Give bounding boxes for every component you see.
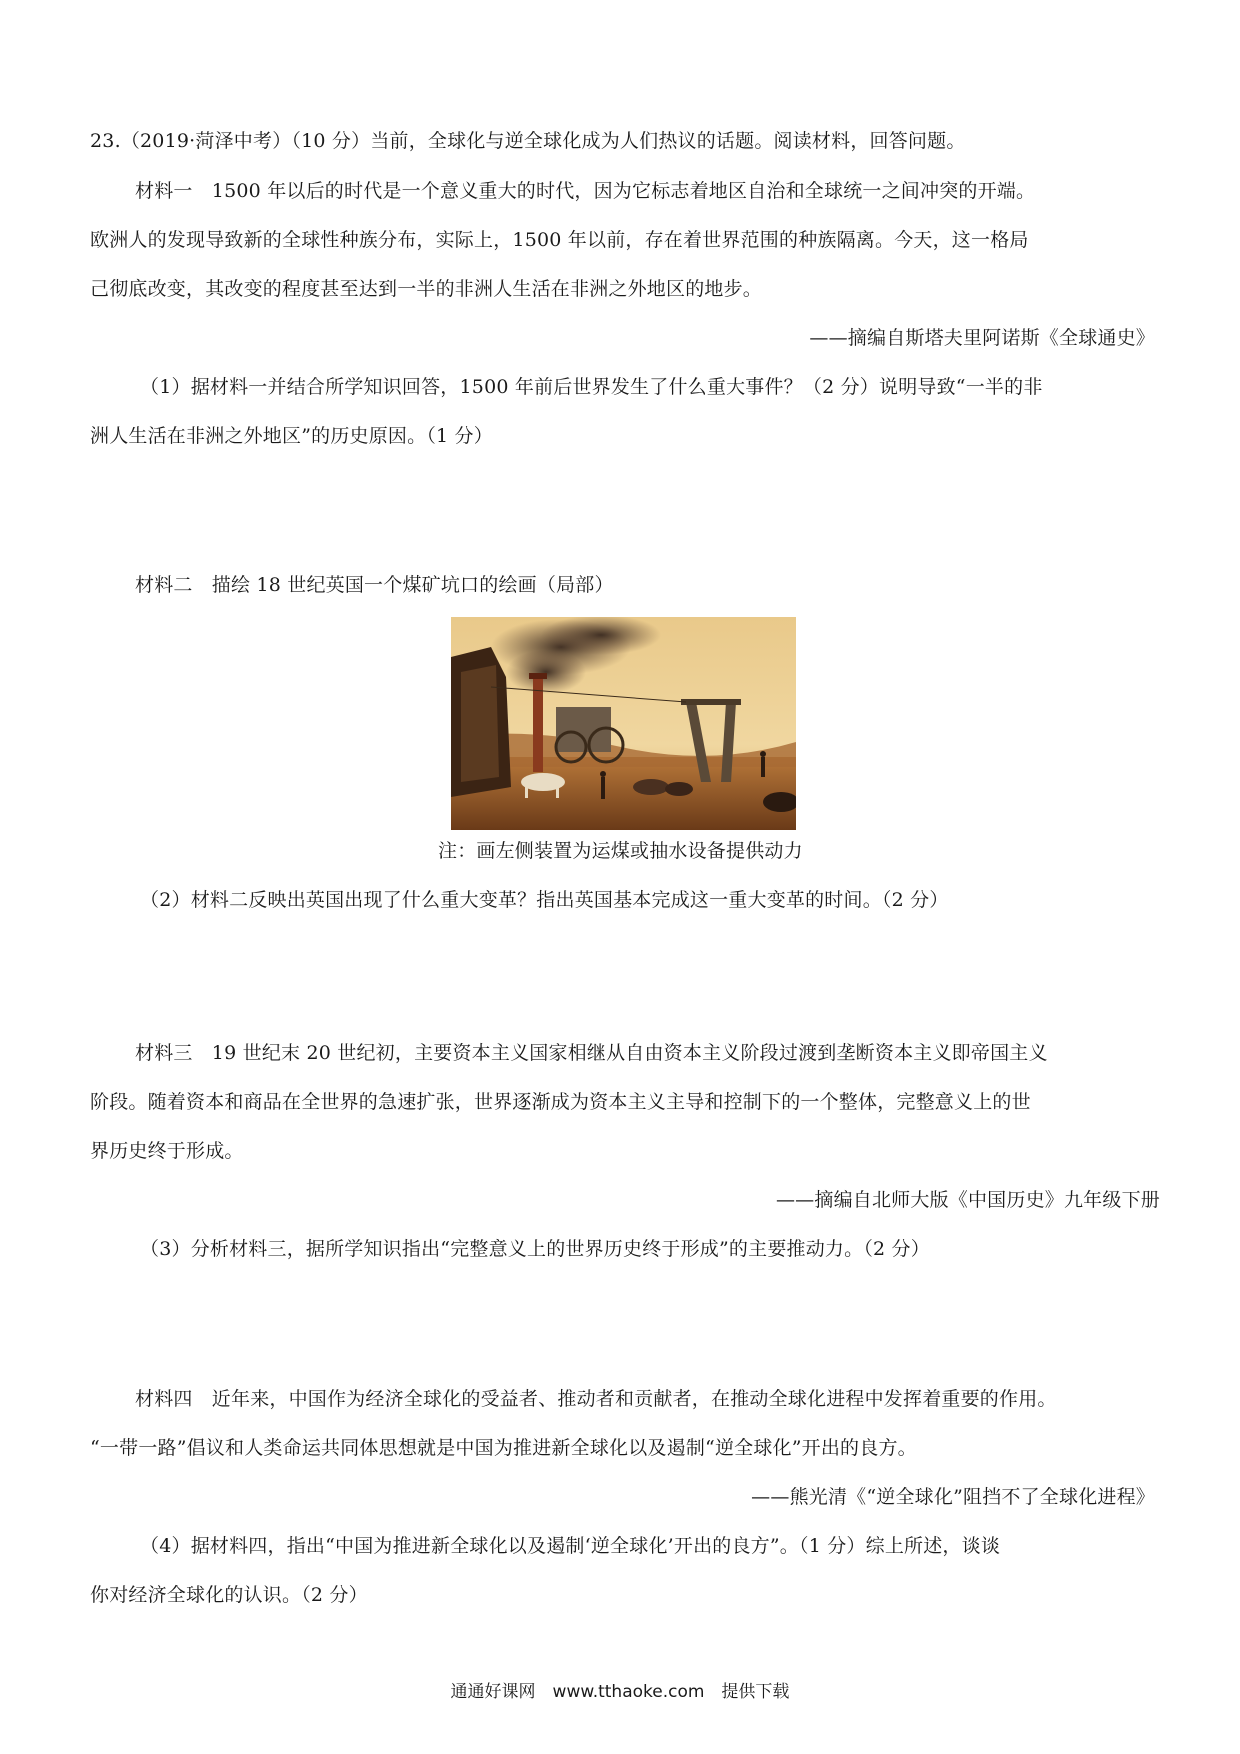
material4-source: ——熊光清《“逆全球化”阻挡不了全球化进程》 (751, 1486, 1155, 1508)
material1-line-2: 欧洲人的发现导致新的全球性种族分布，实际上，1500 年以前，存在着世界范围的种族隔离。今天，这一格局 (90, 229, 1029, 251)
material4-line-1: 材料四 近年来，中国作为经济全球化的受益者、推动者和贡献者，在推动全球化进程中发挥着重要的作用。 (135, 1388, 1057, 1410)
material4-line-2: “一带一路”倡议和人类命运共同体思想就是中国为推进新全球化以及遏制“逆全球化”开出的良方。 (90, 1437, 917, 1459)
material3-line-3: 界历史终于形成。 (90, 1140, 244, 1162)
q4-line-2: 你对经济全球化的认识。（2 分） (90, 1584, 368, 1606)
question-header: 23.（2019·菏泽中考）（10 分）当前，全球化与逆全球化成为人们热议的话题。阅读材料，回答问题。 (90, 130, 966, 152)
q4-line-1: （4）据材料四，指出“中国为推进新全球化以及遏制‘逆全球化’开出的良方”。（1 分）综上所述，谈谈 (140, 1535, 1001, 1557)
q1-line-1: （1）据材料一并结合所学知识回答，1500 年前后世界发生了什么重大事件？（2 分）说明导致“一半的非 (140, 376, 1043, 398)
q2-text: （2）材料二反映出英国出现了什么重大变革？指出英国基本完成这一重大变革的时间。（2 分） (140, 889, 949, 911)
material2-note: 注：画左侧装置为运煤或抽水设备提供动力 (438, 840, 803, 862)
coal-mine-painting (451, 617, 796, 830)
page-footer: 通通好课网 www.tthaoke.com 提供下载 (450, 1682, 790, 1702)
q3-text: （3）分析材料三，据所学知识指出“完整意义上的世界历史终于形成”的主要推动力。（2 分） (140, 1238, 930, 1260)
material2-title: 材料二 描绘 18 世纪英国一个煤矿坑口的绘画（局部） (135, 574, 614, 596)
q1-line-2: 洲人生活在非洲之外地区”的历史原因。（1 分） (90, 425, 493, 447)
material1-source: ——摘编自斯塔夫里阿诺斯《全球通史》 (809, 327, 1155, 349)
material3-line-2: 阶段。随着资本和商品在全世界的急速扩张，世界逐渐成为资本主义主导和控制下的一个整体，完整意义上的世 (90, 1091, 1031, 1113)
material1-line-1: 材料一 1500 年以后的时代是一个意义重大的时代，因为它标志着地区自治和全球统一之间冲突的开端。 (135, 180, 1036, 202)
material3-source: ——摘编自北师大版《中国历史》九年级下册 (775, 1189, 1160, 1211)
material3-line-1: 材料三 19 世纪末 20 世纪初，主要资本主义国家相继从自由资本主义阶段过渡到垄断资本主义即帝国主义 (135, 1042, 1048, 1064)
material1-line-3: 己彻底改变，其改变的程度甚至达到一半的非洲人生活在非洲之外地区的地步。 (90, 278, 763, 300)
